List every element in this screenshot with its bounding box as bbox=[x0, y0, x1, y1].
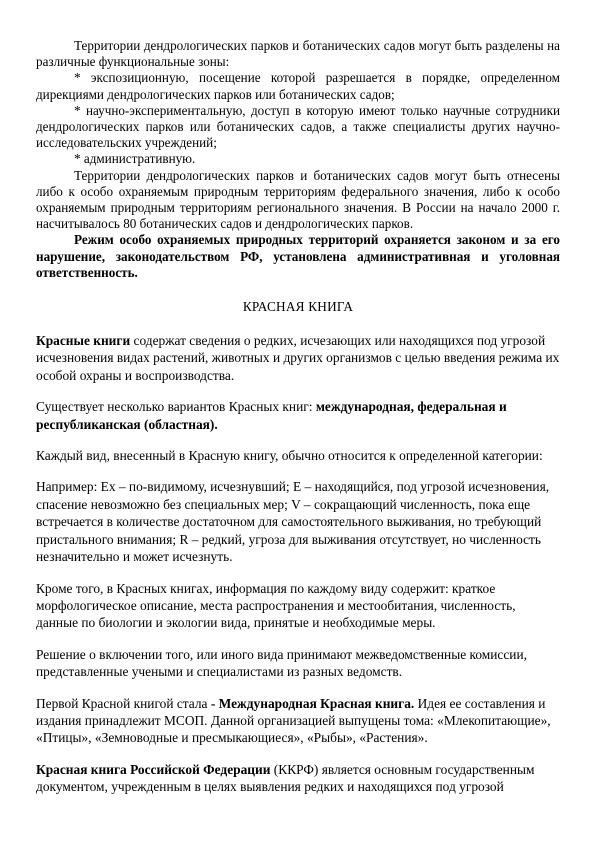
paragraph-legal-regime bbox=[36, 232, 560, 281]
paragraph-federal-status: Территории дендрологических парков и ботанических садов могут быть отнесены либо к особо охраняемым природным территориям федерального значения, либо к особо охраняемым природным территориям регионального значения. В России на начало 2000 г. насчитывалось 80 ботанических садов и дендрологических парков. bbox=[36, 167, 560, 232]
paragraph-species-info: Кроме того, в Красных книгах, информация по каждому виду содержит: краткое морфологическое описание, места распространения и местообитания, численность, данные по биологии и экологии вида, принятые и необходимые меры. bbox=[36, 580, 516, 631]
paragraph-inclusion-decision: Решение о включении того, или иного вида принимают межведомственные комиссии, представленные учеными и специалистами из разных ведомств. bbox=[36, 646, 527, 680]
rf-red-book-bold: Красная книга Российской Федерации bbox=[36, 761, 271, 777]
paragraph-zones-intro: Территории дендрологических парков и ботанических садов могут быть разделены на различные функциональные зоны: bbox=[36, 38, 560, 70]
list-item-exposition-zone: * экспозиционную, посещение которой разрешается в порядке, определенном дирекциями дендрологических парков или ботанических садов; bbox=[36, 70, 560, 102]
legal-regime-bold: Режим особо охраняемых природных территорий охраняется законом и за его нарушение, законодательством РФ, установлена административная и уголовная ответственность. bbox=[36, 232, 560, 280]
section-heading-red-book: КРАСНАЯ КНИГА bbox=[242, 299, 354, 315]
list-item-research-zone: * научно-экспериментальную, доступ в которую имеют только научные сотрудники дендрологических парков или ботанических садов, а также специалисты других научно-исследовательских учреждений; bbox=[36, 102, 560, 151]
paragraph-categories-intro: Каждый вид, внесенный в Красную книгу, обычно относится к определенной категории: bbox=[36, 448, 543, 464]
list-item-admin-zone: * административную. bbox=[74, 151, 196, 167]
paragraph-categories-example: Например: Ex – по-видимому, исчезнувший; E – находящийся, под угрозой исчезновения, спасение невозможно без специальных мер; V – сокращающий численность, пока еще встречается в количестве достаточном для самостоятельного выживания, но требующий пристального внимания; R – редкий, угроза для выживания отсутствует, но численность незначительно и может исчезнуть. bbox=[36, 479, 550, 565]
paragraph-red-book-variants: Существует несколько вариантов Красных книг: международная, федеральная и республиканская (областная). bbox=[36, 399, 507, 432]
paragraph-rf-red-book: Красная книга Российской Федерации (ККРФ) является основным государственным документом, учрежденным в целях выявления редких и находящихся под угрозой bbox=[36, 761, 535, 795]
variants-bold: международная, федеральная и республиканская (областная). bbox=[36, 399, 507, 432]
paragraph-red-books-definition: Красные книги содержат сведения о редких, исчезающих или находящихся под угрозой исчезновения видах растений, животных и других организмов с целью введения режима их особой охраны и воспроизводства. bbox=[36, 333, 560, 383]
red-books-term: Красные книги bbox=[36, 333, 131, 349]
paragraph-international-red-book: Первой Красной книгой стала - Международная Красная книга. Идея ее составления и издания принадлежит МСОП. Данной организацией выпущены тома: «Млекопитающие», «Птицы», «Земноводные и пресмыкающиеся», «Рыбы», «Растения». bbox=[36, 695, 551, 746]
document-page bbox=[36, 38, 560, 810]
international-red-book-bold: - Международная Красная книга. bbox=[210, 695, 415, 711]
